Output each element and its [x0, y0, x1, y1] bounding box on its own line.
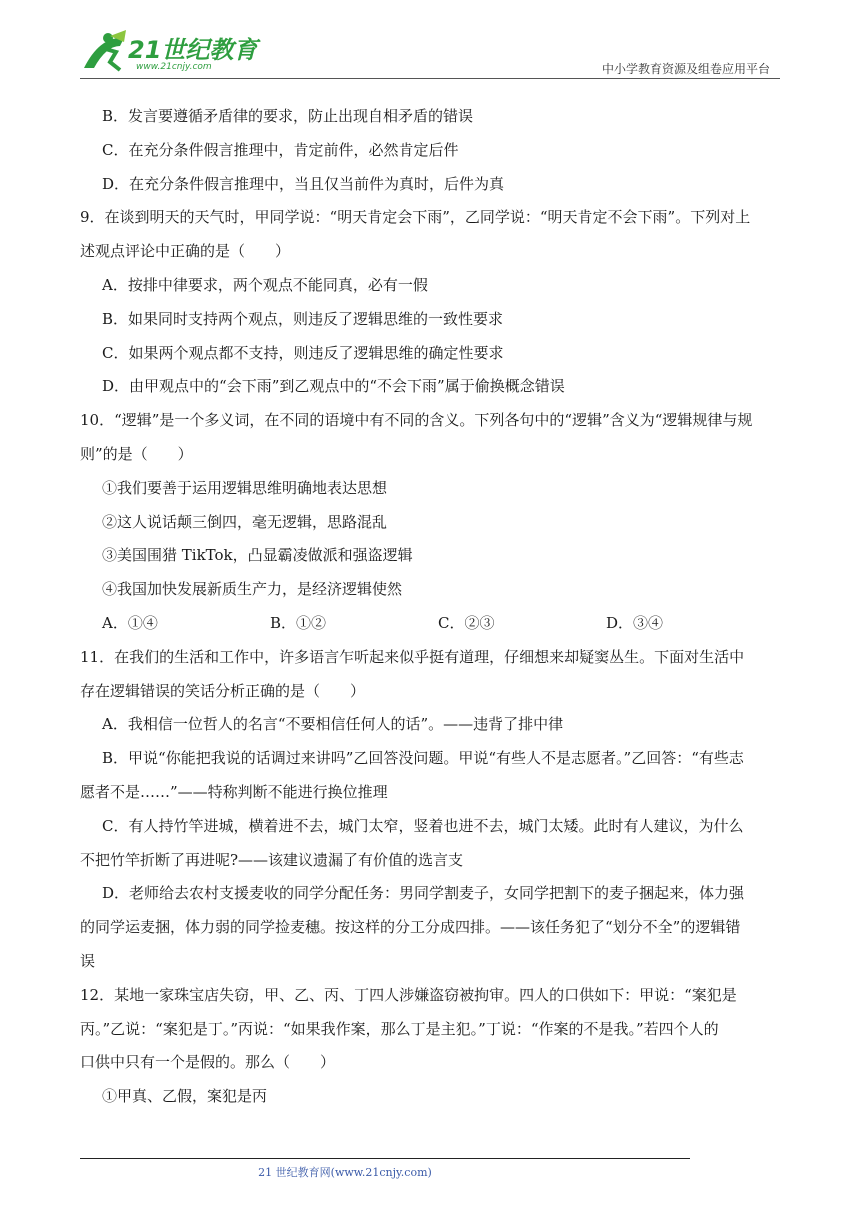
question-11-stem: 11．在我们的生活和工作中，许多语言乍听起来似乎挺有道理，仔细想来却疑窦丛生。下面对生活中 [80, 647, 745, 666]
header-divider [80, 78, 780, 79]
q11-option-d: D．老师给去农村支援麦收的同学分配任务：男同学割麦子，女同学把割下的麦子捆起来，体力强 [102, 884, 745, 903]
page-header [80, 28, 780, 80]
question-10-stem: 10．“逻辑”是一个多义词，在不同的语境中有不同的含义。下列各句中的“逻辑”含义为“逻辑规律与规 [80, 411, 753, 430]
q11-option-a: A．我相信一位哲人的名言“不要相信任何人的话”。——违背了排中律 [102, 715, 564, 734]
question-12-stem: 12．某地一家珠宝店失窃，甲、乙、丙、丁四人涉嫌盗窃被拘审。四人的口供如下：甲说：“案犯是 [80, 985, 737, 1004]
q10-statement-4: ④我国加快发展新质生产力，是经济逻辑使然 [102, 580, 403, 599]
q11-option-c-cont: 不把竹竿折断了再进呢?——该建议遗漏了有价值的选言支 [80, 850, 464, 869]
question-9-stem-cont: 述观点评论中正确的是（ ） [80, 242, 291, 261]
q9-option-a: A．按排中律要求，两个观点不能同真，必有一假 [102, 275, 428, 294]
q10-statement-3: ③美国围猎 TikTok，凸显霸凌做派和强盗逻辑 [102, 546, 413, 565]
option-d: D．在充分条件假言推理中，当且仅当前件为真时，后件为真 [102, 174, 505, 193]
question-12-stem-cont: 丙。”乙说：“案犯是丁。”丙说：“如果我作案，那么丁是主犯。”丁说：“作案的不是我。”若四个人的 [80, 1019, 719, 1038]
q11-option-d-cont: 的同学运麦捆，体力弱的同学捡麦穗。按这样的分工分成四排。——该任务犯了“划分不全”的逻辑错 [80, 918, 741, 937]
q11-option-c: C．有人持竹竿进城，横着进不去，城门太窄，竖着也进不去，城门太矮。此时有人建议，为什么 [102, 816, 744, 835]
footer-divider [80, 1158, 690, 1159]
question-9-stem: 9．在谈到明天的天气时，甲同学说：“明天肯定会下雨”，乙同学说：“明天肯定不会下雨”。下列对上 [80, 208, 751, 227]
q10-statement-1: ①我们要善于运用逻辑思维明确地表达思想 [102, 478, 388, 497]
q11-option-b-cont: 愿者不是……”——特称判断不能进行换位推理 [80, 782, 388, 801]
question-10-stem-cont: 则”的是（ ） [80, 444, 193, 463]
q10-choice-c: C．②③ [438, 613, 495, 632]
q9-option-c: C．如果两个观点都不支持，则违反了逻辑思维的确定性要求 [102, 343, 504, 362]
exam-content [80, 100, 780, 1114]
option-c: C．在充分条件假言推理中，肯定前件，必然肯定后件 [102, 140, 459, 159]
q10-choices [80, 607, 780, 641]
q10-choice-d: D．③④ [606, 613, 664, 632]
footer-link[interactable]: 21 世纪教育网(www.21cnjy.com) [258, 1166, 432, 1179]
option-b: B．发言要遵循矛盾律的要求，防止出现自相矛盾的错误 [102, 107, 474, 125]
q10-statement-2: ②这人说话颠三倒四，毫无逻辑，思路混乱 [102, 512, 388, 531]
q10-choice-b: B．①② [270, 613, 327, 632]
question-11-stem-cont: 存在逻辑错误的笑话分析正确的是（ ） [80, 681, 366, 700]
platform-name: 中小学教育资源及组卷应用平台 [601, 62, 770, 76]
logo-title: 21世纪教育 [128, 36, 258, 64]
q10-choice-a: A．①④ [102, 613, 158, 632]
q9-option-b: B．如果同时支持两个观点，则违反了逻辑思维的一致性要求 [102, 309, 504, 328]
question-12-stem-cont2: 口供中只有一个是假的。那么（ ） [80, 1053, 336, 1072]
q11-option-d-cont2: 误 [80, 951, 96, 970]
q9-option-d: D．由甲观点中的“会下雨”到乙观点中的“不会下雨”属于偷换概念错误 [102, 377, 565, 396]
q12-statement-1: ①甲真、乙假，案犯是丙 [102, 1087, 268, 1106]
q11-option-b: B．甲说“你能把我说的话调过来讲吗”乙回答没问题。甲说“有些人不是志愿者。”乙回答：“有些志 [102, 749, 744, 768]
logo-url: www.21cnjy.com [136, 62, 212, 72]
